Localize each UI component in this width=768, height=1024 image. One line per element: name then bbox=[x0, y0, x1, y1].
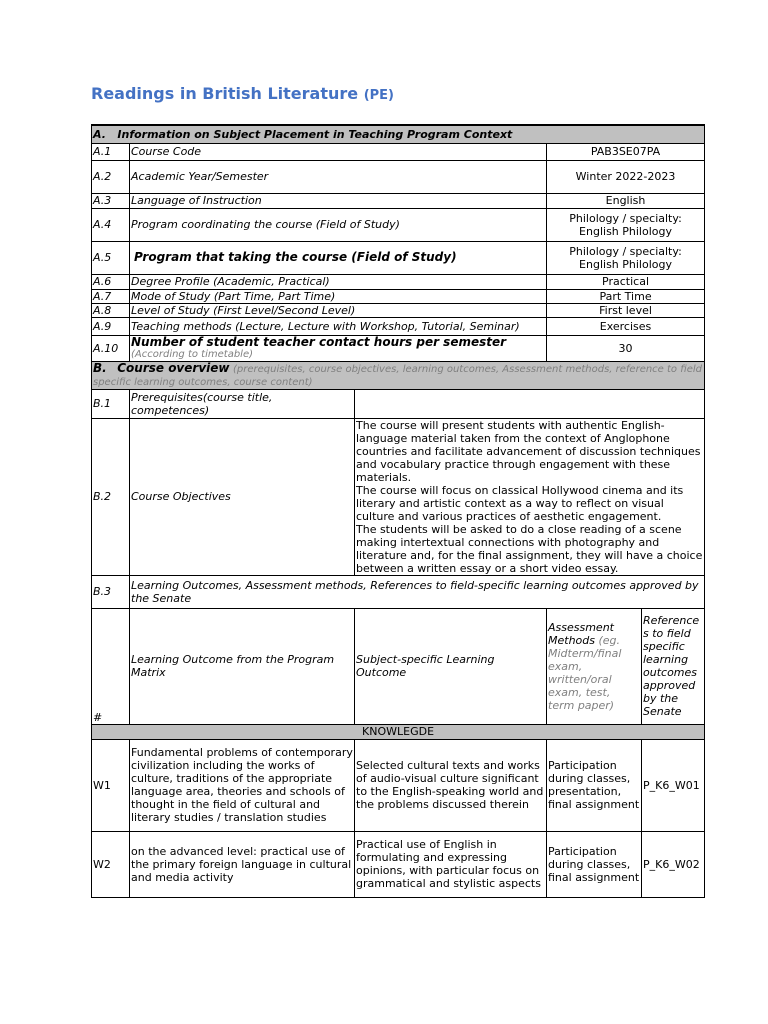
row-a8: A.8 Level of Study (First Level/Second Level) First level bbox=[92, 303, 705, 317]
row-a4: A.4 Program coordinating the course (Field of Study) Philology / specialty: English Philology bbox=[92, 208, 705, 241]
document-title bbox=[91, 84, 394, 103]
title-main: Readings in British Literature bbox=[91, 84, 359, 103]
course-objectives-text: The course will present students with authentic English-language material taken from the context of Anglophone countries and facilitate advancement of discussion techniques and vocabulary practice through engagement with these materials. The course will focus on classical Hollywood cinema and its literary and artistic context as a way to reflect on visual culture and various practices of aesthetic engagement. The students will be asked to do a close reading of a scene making intertextual connections with photography and literature and, for the final assignment, they will have a choice between a written essay or a short video essay. bbox=[355, 418, 705, 575]
row-a5: A.5 Program that taking the course (Field of Study) Philology / specialty: English Philology bbox=[92, 241, 705, 274]
section-a-header: A. Information on Subject Placement in Teaching Program Context bbox=[92, 125, 705, 143]
course-code-value: PAB3SE07PA bbox=[547, 143, 705, 160]
section-b-title: Course overview bbox=[117, 361, 230, 375]
page-bottom-margin bbox=[0, 902, 768, 1024]
course-table bbox=[91, 124, 705, 898]
row-a3: A.3 Language of Instruction English bbox=[92, 193, 705, 208]
row-a1: A.1 Course Code PAB3SE07PA bbox=[92, 143, 705, 160]
section-b-header: B. Course overview (prerequisites, course objectives, learning outcomes, Assessment methods, reference to field specific learning outcomes, course content) bbox=[92, 361, 705, 389]
knowledge-header: KNOWLEGDE bbox=[92, 724, 705, 739]
outcome-row-w1: W1 Fundamental problems of contemporary civilization including the works of culture, traditions of the appropriate language area, theories and schools of thought in the field of cultural and literary studies / translation studies Selected cultural texts and works of audio-visual culture significant to the English-speaking world and the problems discussed therein Participation during classes, presentation, final assignment P_K6_W01 bbox=[92, 739, 705, 831]
row-a6: A.6 Degree Profile (Academic, Practical) Practical bbox=[92, 274, 705, 289]
outcome-row-w2: W2 on the advanced level: practical use of the primary foreign language in cultural and media activity Practical use of English in formulating and expressing opinions, with particular focus on grammatical and stylistic aspects Participation during classes, final assignment P_K6_W02 bbox=[92, 831, 705, 897]
row-b3: B.3 Learning Outcomes, Assessment methods, References to field-specific learning outcomes approved by the Senate bbox=[92, 575, 705, 608]
row-a10: A.10 Number of student teacher contact hours per semester (According to timetable) 30 bbox=[92, 335, 705, 361]
row-b1: B.1 Prerequisites(course title, competences) bbox=[92, 389, 705, 418]
outcomes-header-row: # Learning Outcome from the Program Matrix Subject-specific Learning Outcome Assessment Methods (eg. Midterm/final exam, written/oral exam, test, term paper) Reference s to field specific learning outcomes approved by the Senate bbox=[92, 608, 705, 724]
section-a-title: Information on Subject Placement in Teaching Program Context bbox=[117, 127, 513, 141]
title-suffix: (PE) bbox=[363, 88, 394, 103]
row-a2: A.2 Academic Year/Semester Winter 2022-2023 bbox=[92, 160, 705, 193]
row-b2: B.2 Course Objectives The course will present students with authentic English-language material taken from the context of Anglophone countries and facilitate advancement of discussion techniques and vocabulary practice through engagement with these materials. The course will focus on classical Hollywood cinema and its literary and artistic context as a way to reflect on visual culture and various practices of aesthetic engagement. The students will be asked to do a close reading of a scene making intertextual connections with photography and literature and, for the final assignment, they will have a choice between a written essay or a short video essay. bbox=[92, 418, 705, 575]
row-a7: A.7 Mode of Study (Part Time, Part Time) Part Time bbox=[92, 289, 705, 303]
row-a9: A.9 Teaching methods (Lecture, Lecture with Workshop, Tutorial, Seminar) Exercises bbox=[92, 317, 705, 335]
